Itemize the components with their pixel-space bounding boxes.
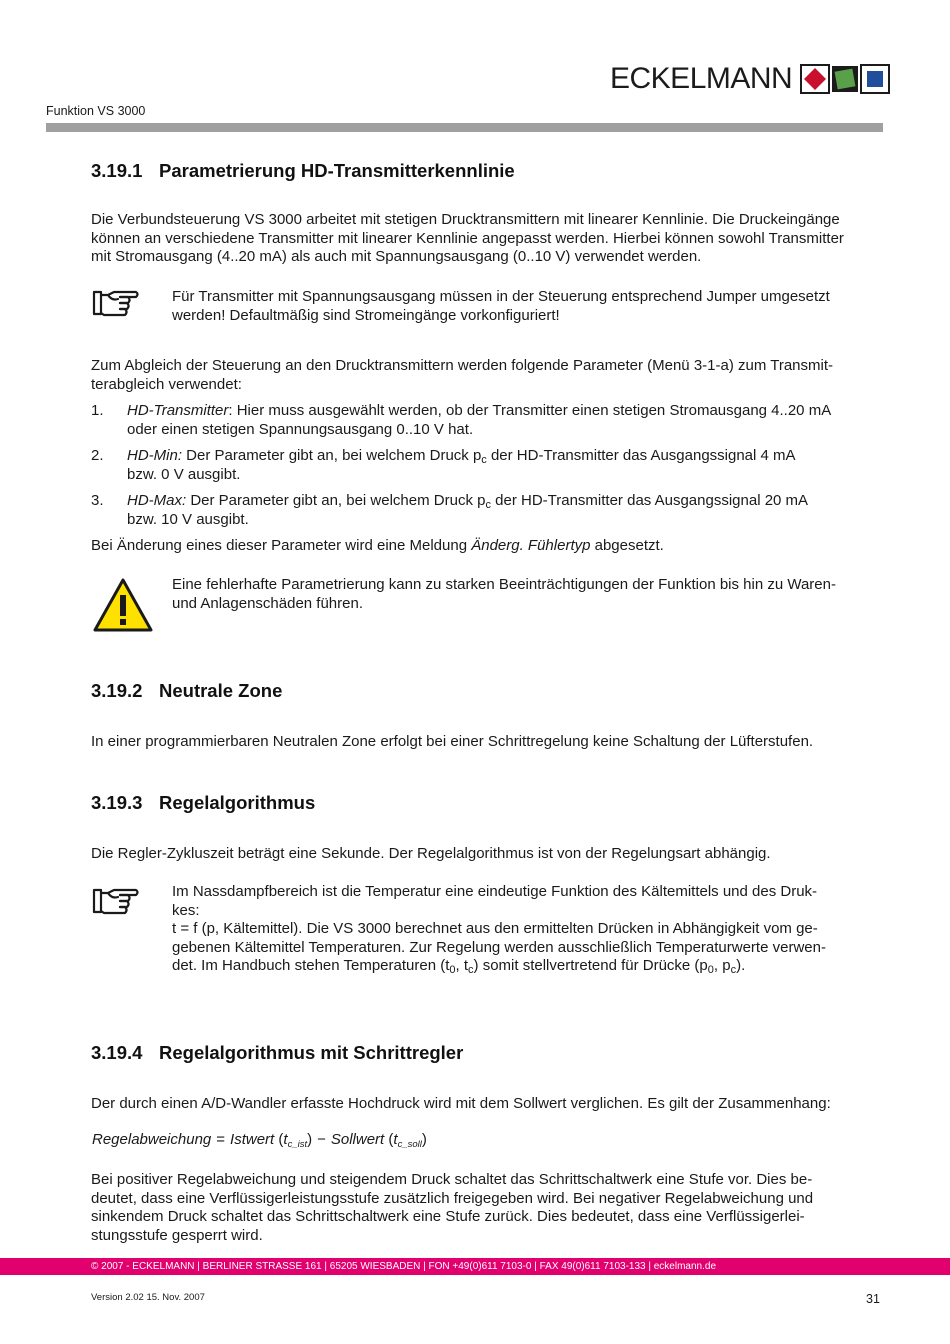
list-term: HD-Min: xyxy=(127,447,182,464)
s2-paragraph: In einer programmierbaren Neutralen Zone erfolgt bei einer Schrittregelung keine Schaltung der Lüfterstufen. xyxy=(91,733,814,750)
control-deviation-formula xyxy=(92,1131,427,1148)
section-number: 3.19.1 xyxy=(91,160,143,181)
formula-operator: − xyxy=(317,1131,326,1148)
text-line: kes: xyxy=(172,901,200,919)
s1-paragraph-2 xyxy=(91,357,896,394)
list-text: der HD-Transmitter das Ausgangssignal 20 mA xyxy=(490,492,809,509)
list-number: 1. xyxy=(91,402,104,419)
text-run: Bei Änderung eines dieser Parameter wird eine Meldung xyxy=(91,537,472,554)
list-term: HD-Transmitter xyxy=(127,402,229,419)
section-heading-3-19-3 xyxy=(91,792,315,814)
formula-term: Istwert xyxy=(230,1131,275,1148)
list-number: 3. xyxy=(91,492,104,509)
eckelmann-logo xyxy=(610,62,892,96)
text-line: t = f (p, Kältemittel). Die VS 3000 berechnet aus den ermittelten Drücken in Abhängigkeit vom ge- xyxy=(172,920,818,937)
section-number: 3.19.3 xyxy=(91,792,143,813)
text-line: Im Nassdampfbereich ist die Temperatur eine eindeutige Funktion des Kältemittels und des Druk- xyxy=(172,883,818,900)
list-text-line2: bzw. 10 V ausgibt. xyxy=(127,510,249,528)
text-run: det. Im Handbuch stehen Temperaturen (t xyxy=(172,957,450,974)
list-text: Der Parameter gibt an, bei welchem Druck p xyxy=(182,447,482,464)
section-number: 3.19.4 xyxy=(91,1042,143,1063)
text-line: deutet, dass eine Verflüssigerleistungsstufe zusätzlich freigegeben wird. Bei negativer Regelabweichung und xyxy=(91,1189,814,1207)
subscript: 0 xyxy=(449,964,456,976)
text-run: , p xyxy=(713,957,731,974)
subscript: c_ist xyxy=(287,1139,308,1150)
text-line xyxy=(172,957,887,976)
list-text: der HD-Transmitter das Ausgangssignal 4 mA xyxy=(486,447,796,464)
formula-term: t xyxy=(393,1131,398,1148)
s3-note xyxy=(172,883,887,976)
list-text: Der Parameter gibt an, bei welchem Druck p xyxy=(186,492,486,509)
section-title: Regelalgorithmus xyxy=(159,792,316,813)
text-line: sinkendem Druck schaltet das Schrittschaltwerk eine Stufe zurück. Dies bedeutet, dass eine Verflüssigerlei- xyxy=(91,1208,805,1225)
s1-note xyxy=(172,288,887,325)
list-text-line2: oder einen stetigen Spannungsausgang 0..10 V hat. xyxy=(127,420,474,438)
header-rule xyxy=(46,123,883,132)
formula-paren: ) xyxy=(421,1131,427,1148)
subscript: c xyxy=(481,454,487,466)
section-heading-3-19-2 xyxy=(91,680,282,702)
subscript: c xyxy=(485,499,491,511)
s3-paragraph: Die Regler-Zykluszeit beträgt eine Sekunde. Der Regelalgorithmus ist von der Regelungsart abhängig. xyxy=(91,845,771,862)
formula-operator: = xyxy=(216,1131,226,1148)
formula-paren: ( xyxy=(388,1131,394,1148)
list-text: : Hier muss ausgewählt werden, ob der Transmitter einen stetigen Stromausgang 4..20 mA xyxy=(228,402,832,419)
s1-intro-paragraph xyxy=(91,211,896,267)
logo-squares-icon xyxy=(800,62,892,96)
text-line: können an verschiedene Transmitter mit linearer Kennlinie angepasst werden. Hierbei können sowohl Transmitter xyxy=(91,229,844,247)
formula-term: Regelabweichung xyxy=(92,1131,212,1148)
logo-text: ECKELMANN xyxy=(610,62,793,95)
section-heading-3-19-4 xyxy=(91,1042,463,1064)
text-run: ) somit stellvertretend für Drücke (p xyxy=(473,957,708,974)
header-section-label: Funktion VS 3000 xyxy=(46,104,146,118)
formula-term: t xyxy=(283,1131,288,1148)
formula-paren: ) xyxy=(307,1131,313,1148)
text-run: ). xyxy=(736,957,746,974)
text-line: stungsstufe gesperrt wird. xyxy=(91,1226,263,1244)
version-info: Version 2.02 15. Nov. 2007 xyxy=(91,1292,205,1303)
section-title: Parametrierung HD-Transmitterkennlinie xyxy=(159,160,515,181)
pointing-hand-icon xyxy=(92,887,140,920)
warning-triangle-icon xyxy=(92,577,154,638)
text-line: Für Transmitter mit Spannungsausgang müssen in der Steuerung entsprechend Jumper umgesetzt xyxy=(172,288,830,305)
subscript: c xyxy=(468,964,474,976)
text-line: gebenen Kältemittel Temperaturen. Zur Regelung werden ausschließlich Temperaturwerte verwen- xyxy=(172,938,826,956)
text-line: Eine fehlerhafte Parametrierung kann zu starken Beeinträchtigungen der Funktion bis hin zu Waren- xyxy=(172,576,836,593)
text-run: , t xyxy=(455,957,469,974)
subscript: 0 xyxy=(707,964,714,976)
pointing-hand-icon xyxy=(92,289,140,322)
section-title: Regelalgorithmus mit Schrittregler xyxy=(159,1042,464,1063)
text-line: und Anlagenschäden führen. xyxy=(172,594,363,612)
text-line: mit Stromausgang (4..20 mA) als auch mit Spannungsausgang (0..10 V) verwendet werden. xyxy=(91,248,702,265)
page-number: 31 xyxy=(866,1292,880,1306)
s1-warning-text xyxy=(172,576,887,613)
text-line: terabgleich verwendet: xyxy=(91,375,242,393)
text-line: werden! Defaultmäßig sind Stromeingänge vorkonfiguriert! xyxy=(172,306,560,324)
formula-term: Sollwert xyxy=(330,1131,385,1148)
text-line: Zum Abgleich der Steuerung an den Drucktransmittern werden folgende Parameter (Menü 3-1-a) zum Transmit- xyxy=(91,357,834,374)
list-term: HD-Max: xyxy=(127,492,187,509)
section-number: 3.19.2 xyxy=(91,680,143,701)
list-item xyxy=(91,402,891,439)
footer-contact-text: © 2007 - ECKELMANN | BERLINER STRASSE 161 | 65205 WIESBADEN | FON +49(0)611 7103-0 | FAX 49(0)611 7103-133 | eckelmann.de xyxy=(91,1261,717,1272)
list-text-line2: bzw. 0 V ausgibt. xyxy=(127,465,241,483)
subscript: c_soll xyxy=(397,1139,422,1150)
list-item xyxy=(91,492,891,529)
message-name: Änderg. Fühlertyp xyxy=(471,537,591,554)
section-title: Neutrale Zone xyxy=(159,680,283,701)
formula-paren: ( xyxy=(278,1131,284,1148)
s4-paragraph: Der durch einen A/D-Wandler erfasste Hochdruck wird mit dem Sollwert verglichen. Es gilt der Zusammenhang: xyxy=(91,1095,831,1112)
s1-change-sentence xyxy=(91,537,896,556)
text-run: abgesetzt. xyxy=(590,537,664,554)
list-item xyxy=(91,447,891,484)
s4-paragraph-2 xyxy=(91,1171,896,1245)
list-number: 2. xyxy=(91,447,104,464)
subscript: c xyxy=(730,964,737,976)
section-heading-3-19-1 xyxy=(91,160,515,182)
text-line: Die Verbundsteuerung VS 3000 arbeitet mit stetigen Drucktransmittern mit linearer Kennlinie. Die Druckeingänge xyxy=(91,211,840,228)
text-line: Bei positiver Regelabweichung und steigendem Druck schaltet das Schrittschaltwerk eine Stufe vor. Dies be- xyxy=(91,1171,813,1188)
